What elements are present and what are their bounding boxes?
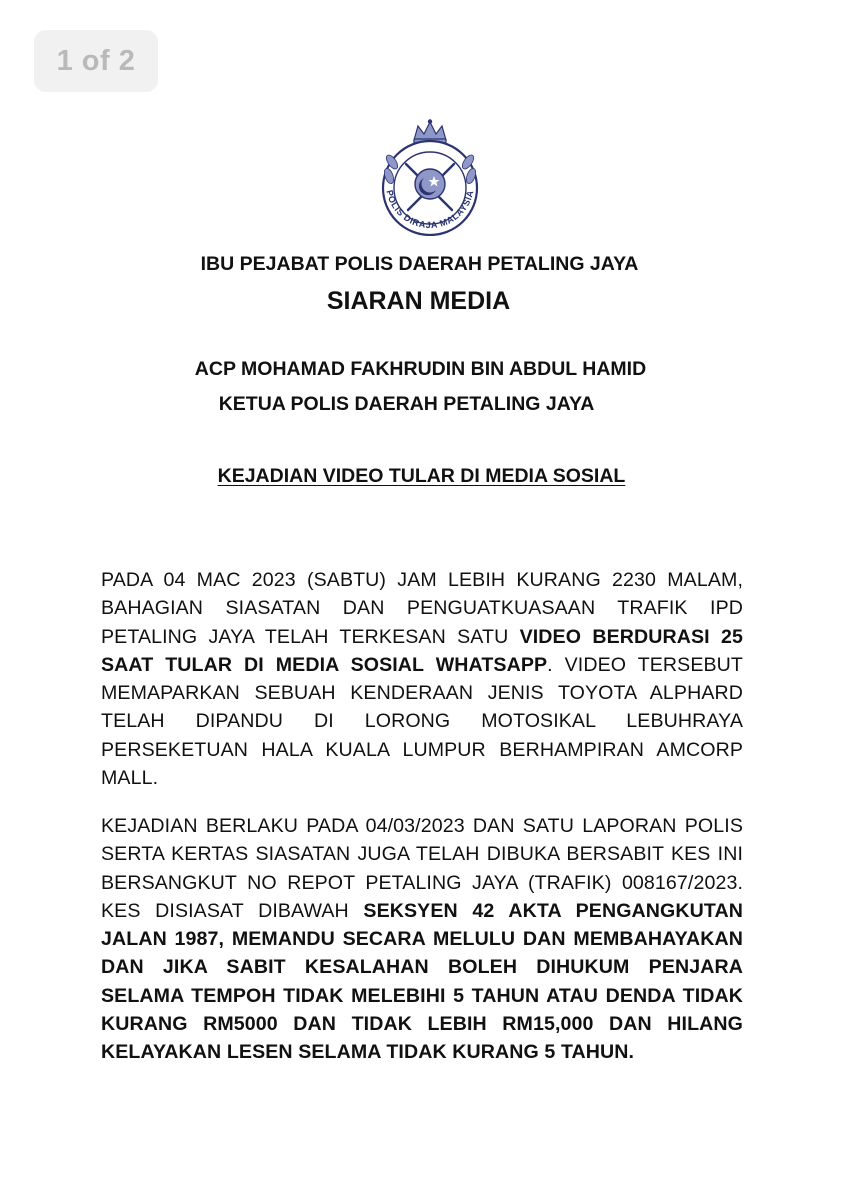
paragraph-2-bold: SEKSYEN 42 AKTA PENGANGKUTAN JALAN 1987, MEMANDU SECARA MELULU DAN MEMBAHAYAKAN DAN JIKA SABIT KESALAHAN BOLEH DIHUKUM PENJARA SELAMA TEMPOH TIDAK MELEBIHI 5 TAHUN ATAU DENDA TIDAK KURANG RM5000 DAN TIDAK LEBIH RM15,000 DAN HILANG KELAYAKAN LESEN SELAMA TIDAK KURANG 5 TAHUN. — [101, 899, 743, 1064]
officer-name: ACP MOHAMAD FAKHRUDIN BIN ABDUL HAMID — [194, 358, 647, 380]
paragraph-1-bold: VIDEO BERDURASI 25 SAAT TULAR DI MEDIA SOSIAL WHATSAPP — [101, 625, 743, 676]
police-crest-logo — [372, 118, 488, 236]
crest-ring-text: POLIS DIRAJA MALAYSIA — [384, 189, 476, 231]
page-indicator: 1 of 2 — [34, 30, 158, 92]
paragraph-1 — [101, 566, 743, 792]
office-heading: IBU PEJABAT POLIS DAERAH PETALING JAYA — [200, 253, 639, 275]
document-type-heading: SIARAN MEDIA — [326, 287, 511, 315]
subject-text: KEJADIAN VIDEO TULAR DI MEDIA SOSIAL — [217, 465, 626, 487]
paragraph-1-text-a: PADA 04 MAC 2023 (SABTU) JAM LEBIH KURANG 2230 MALAM, BAHAGIAN SIASATAN DAN PENGUATKUASAAN TRAFIK IPD PETALING JAYA TELAH TERKESAN SATU — [101, 569, 743, 648]
paragraph-2 — [101, 812, 743, 1067]
officer-title: KETUA POLIS DAERAH PETALING JAYA — [218, 393, 595, 415]
paragraph-2-text-a: KEJADIAN BERLAKU PADA 04/03/2023 DAN SATU LAPORAN POLIS SERTA KERTAS SIASATAN JUGA TELAH DIBUKA BERSABIT KES INI BERSANGKUT NO REPOT PETALING JAYA (TRAFIK) 008167/2023. KES DISIASAT DIBAWAH — [101, 815, 743, 922]
paragraph-1-text-b: . VIDEO TERSEBUT MEMAPARKAN SEBUAH KENDERAAN JENIS TOYOTA ALPHARD TELAH DIPANDU DI LORONG MOTOSIKAL LEBUHRAYA PERSEKETUAN HALA KUALA LUMPUR BERHAMPIRAN AMCORP MALL. — [101, 653, 744, 790]
subject-heading — [0, 465, 843, 488]
